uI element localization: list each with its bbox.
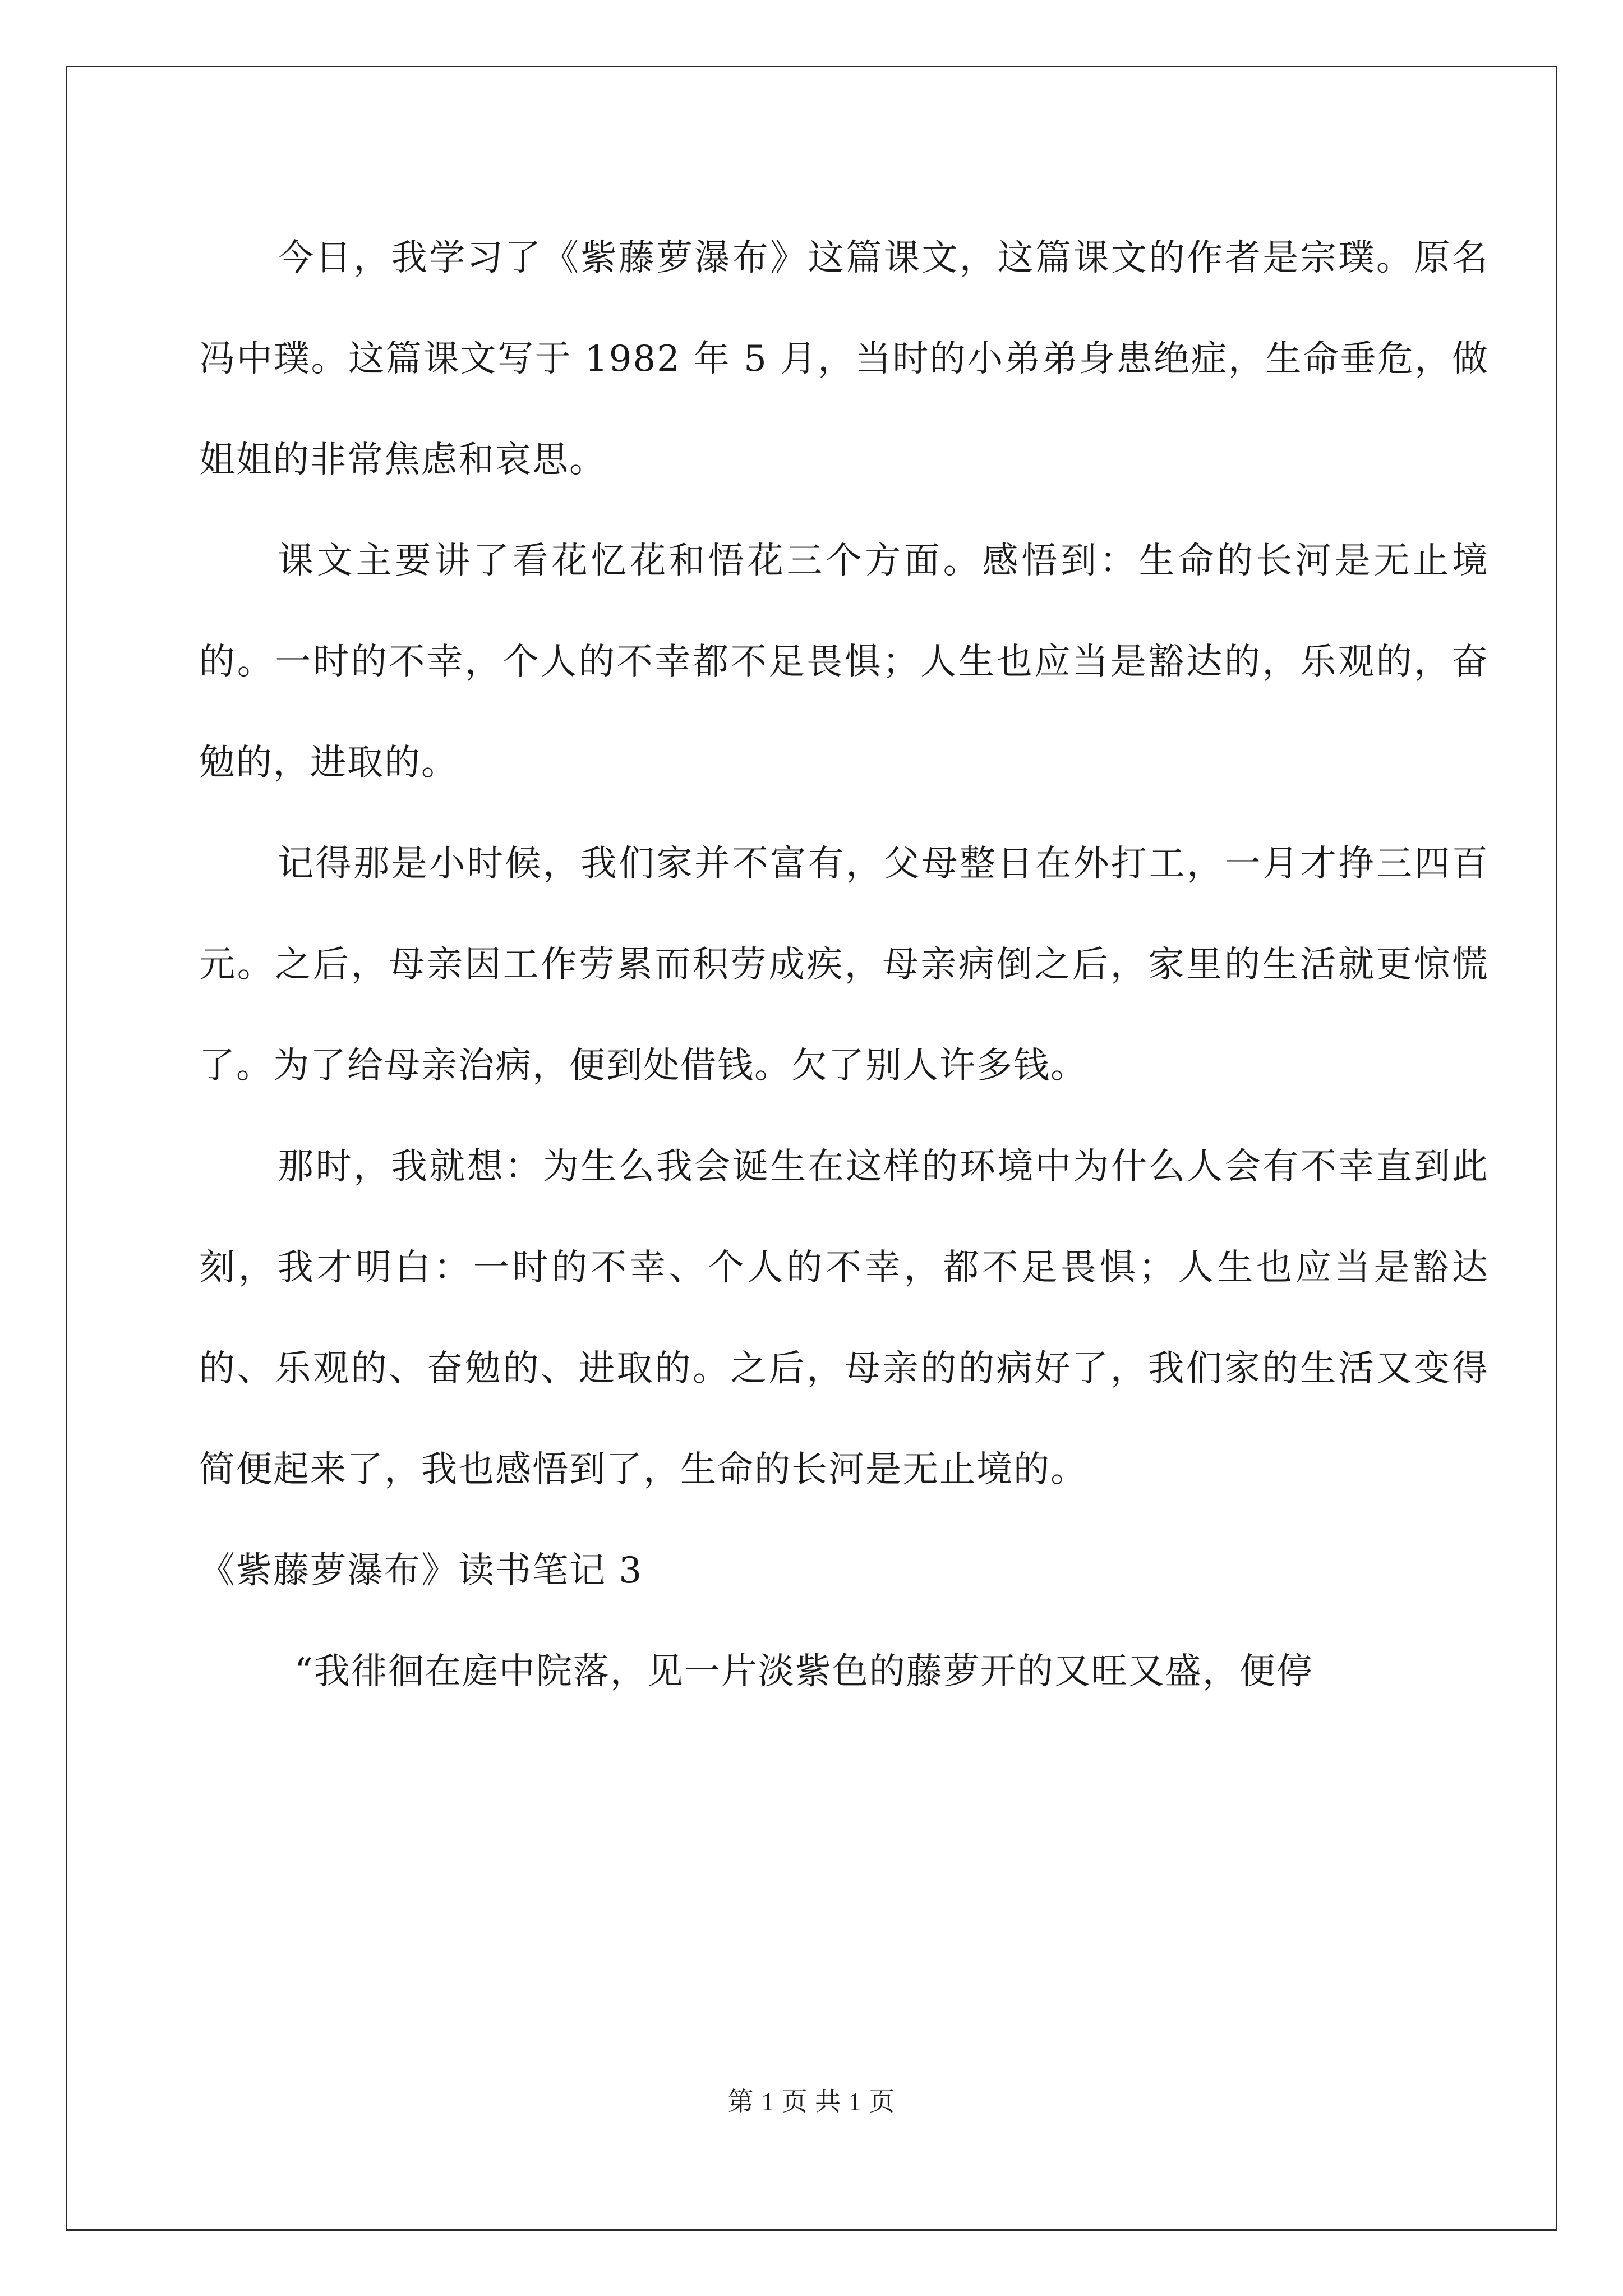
paragraph-4: 那时，我就想：为生么我会诞生在这样的环境中为什么人会有不幸直到此刻，我才明白：一时的不幸、个人的不幸，都不足畏惧；人生也应当是豁达的、乐观的、奋勉的、进取的。之后，母亲的的病好了，我们家的生活又变得简便起来了，我也感悟到了，生命的长河是无止境的。: [199, 1146, 1489, 1490]
page-number-footer: 第 1 页 共 1 页: [727, 2087, 896, 2116]
paragraph-1: 今日，我学习了《紫藤萝瀑布》这篇课文，这篇课文的作者是宗璞。原名冯中璞。这篇课文写于 1982 年 5 月，当时的小弟弟身患绝症，生命垂危，做姐姐的非常焦虑和哀思。: [199, 237, 1489, 481]
quote-paragraph: “我徘徊在庭中院落，见一片淡紫色的藤萝开的又旺又盛，便停: [294, 1651, 1313, 1692]
paragraph-3: 记得那是小时候，我们家并不富有，父母整日在外打工，一月才挣三四百元。之后，母亲因工作劳累而积劳成疾，母亲病倒之后，家里的生活就更惊慌了。为了给母亲治病，便到处借钱。欠了别人许多钱。: [199, 843, 1489, 1087]
paragraph-2: 课文主要讲了看花忆花和悟花三个方面。感悟到：生命的长河是无止境的。一时的不幸，个人的不幸都不足畏惧；人生也应当是豁达的，乐观的，奋勉的，进取的。: [199, 540, 1489, 784]
section-heading: 《紫藤萝瀑布》读书笔记 3: [199, 1550, 643, 1591]
document-body: [199, 208, 1489, 1722]
